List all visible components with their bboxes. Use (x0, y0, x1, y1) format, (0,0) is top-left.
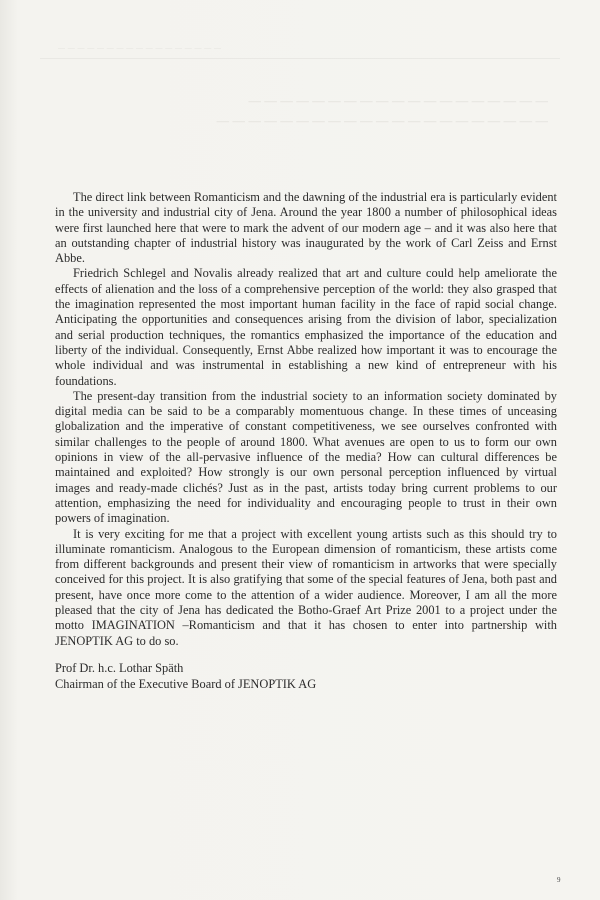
paragraph-1: The direct link between Romanticism and the dawning of the industrial era is particularly evident in the university and industrial city of Jena. Around the year 1800 a number of philosophical ideas were first launched here that were to mark the advent of our modern age – and it was also here that an outstanding chapter of industrial history was inaugurated by the work of Carl Zeiss and Ernst Abbe. (55, 190, 557, 266)
paragraph-2: Friedrich Schlegel and Novalis already realized that art and culture could help ameliorate the effects of alienation and the loss of a comprehensive perception of the world: they also grasped that the imagination represented the most important human facility in the face of rapid social change. Anticipating the opportunities and consequences arising from the division of labor, specialization and serial production techniques, the romantics emphasized the importance of the education and liberty of the individual. Consequently, Ernst Abbe realized how important it was to encourage the whole individual and was instrumental in establishing a new kind of entrepreneur with his foundations. (55, 266, 557, 388)
paragraph-4: It is very exciting for me that a project with excellent young artists such as this should try to illuminate romanticism. Analogous to the European dimension of romanticism, these artists come from different backgrounds and present their view of romanticism in artworks that were specially conceived for this project. It is also gratifying that some of the special features of Jena, both past and present, have once more come to the attention of a wider audience. Moreover, I am all the more pleased that the city of Jena has dedicated the Botho-Graef Art Prize 2001 to a project under the motto IMAGINATION –Romanticism and that it has chosen to enter into partnership with JENOPTIK AG to do so. (55, 526, 557, 648)
letter-body (55, 190, 557, 649)
signatory-name: Prof Dr. h.c. Lothar Späth (55, 661, 184, 675)
show-through-title-line-2: — — — — — — — — — — — — — — — — — — — — — (216, 114, 548, 129)
signature-block (55, 660, 316, 692)
show-through-rule (40, 58, 560, 59)
signatory-role: Chairman of the Executive Board of JENOPTIK AG (55, 677, 317, 691)
page-number: 9 (557, 876, 561, 884)
paragraph-3: The present-day transition from the industrial society to an information society dominated by digital media can be said to be a comparably momentuous change. In these times of unceasing globalization and the imperative of constant competitiveness, we see ourselves confronted with similar challenges to the people of around 1800. What avenues are open to us to form our own opinions in view of the all-pervasive influence of the media? How can cultural differences be maintained and exploited? How strongly is our own personal perception influenced by virtual images and ready-made clichés? Just as in the past, artists today bring current problems to our attention, emphasizing the need for individuality and encouraging people to trust in their own powers of imagination. (55, 388, 557, 526)
show-through-title (217, 92, 548, 132)
show-through-title-line-1: — — — — — — — — — — — — — — — — — — — (248, 94, 548, 109)
show-through-header: — — — — — — — — — — — — — — — — — (58, 44, 222, 52)
